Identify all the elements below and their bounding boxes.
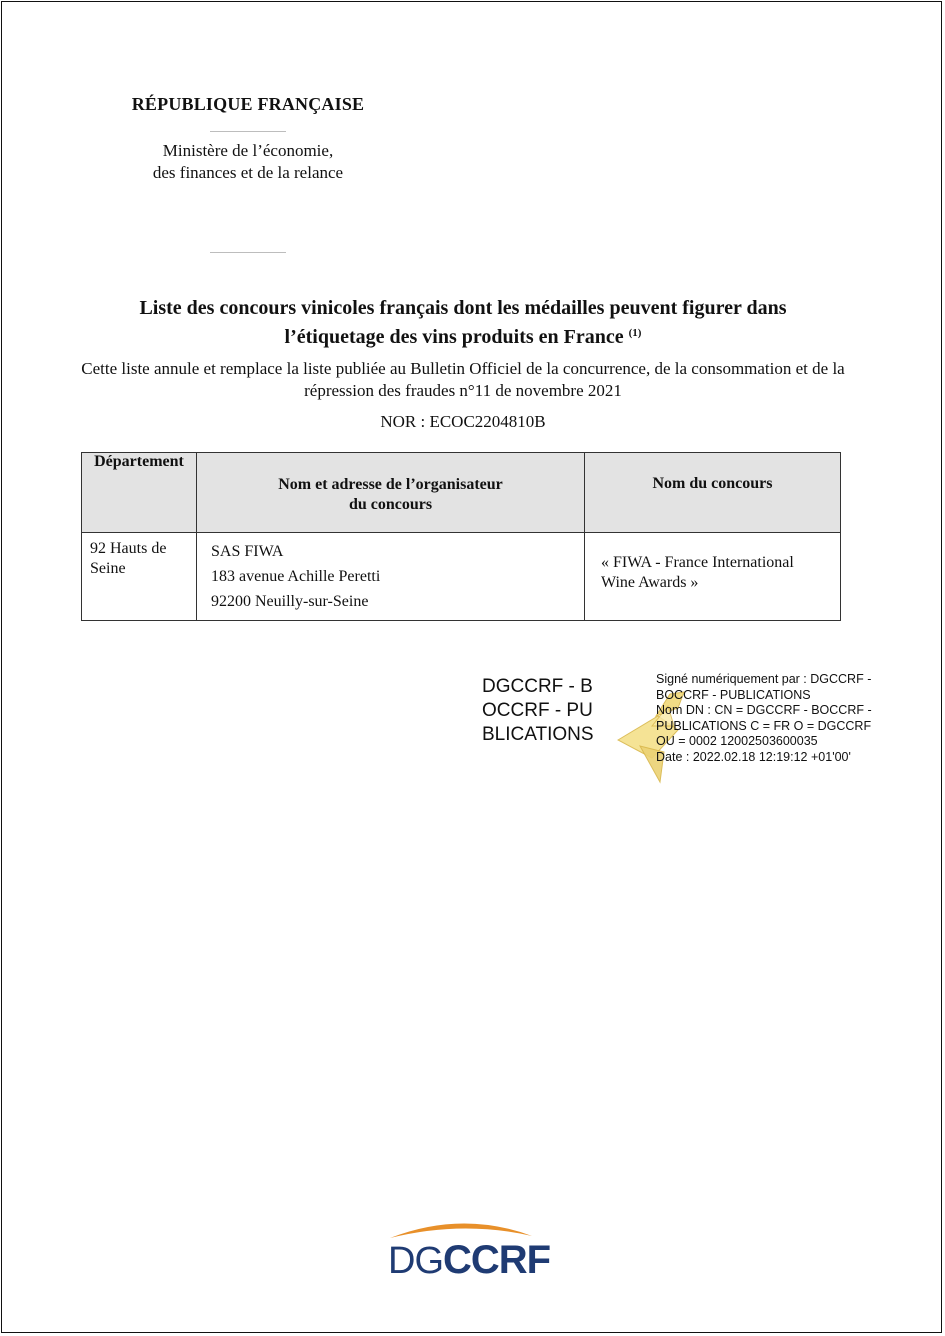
header-organizer-line-2: du concours	[348, 496, 433, 513]
logo-wordmark	[388, 1238, 550, 1283]
signature-line-3: Nom DN : CN = DGCCRF - BOCCRF -	[656, 703, 872, 718]
document-title	[60, 296, 866, 350]
cell-department: 92 Hauts de Seine	[82, 533, 197, 621]
document-title-block	[60, 296, 866, 432]
signature-line-2: BOCCRF - PUBLICATIONS	[656, 687, 811, 702]
logo-text-dg: DG	[388, 1240, 443, 1282]
signature-line-5: OU = 0002 12002503600035	[656, 734, 818, 749]
republic-heading: RÉPUBLIQUE FRANÇAISE	[131, 94, 365, 114]
document-subtitle: Cette liste annule et remplace la liste publiée au Bulletin Officiel de la concurrence, de la consommation et de la répression des fraudes n°11 de novembre 2021	[81, 359, 845, 400]
organizer-name: SAS FIWA	[211, 543, 284, 560]
ministry-line-1: Ministère de l’économie,	[162, 141, 334, 160]
signature-line-1: Signé numériquement par : DGCCRF -	[656, 672, 872, 686]
header-contest: Nom du concours	[585, 453, 841, 533]
signature-line-4: PUBLICATIONS C = FR O = DGCCRF	[656, 718, 872, 733]
header-department: Département	[82, 453, 197, 533]
dgccrf-logo	[386, 1216, 551, 1286]
cell-contest: « FIWA - France International Wine Awards »	[585, 533, 841, 621]
ministry-line-2: des finances et de la relance	[152, 163, 344, 182]
nor-reference: NOR : ECOC2204810B	[380, 412, 546, 431]
footnote-marker: (1)	[628, 327, 642, 339]
header-divider-bottom	[210, 252, 286, 253]
cell-organizer	[197, 533, 585, 621]
header-organizer	[197, 453, 585, 533]
header-divider-top	[210, 131, 286, 132]
table-row	[82, 533, 841, 621]
signature-signer-name: DGCCRF - BOCCRF - PUBLICATIONS	[482, 676, 594, 745]
signature-line-6: Date : 2022.02.18 12:19:12 +01'00'	[656, 749, 851, 764]
title-line-2: l’étiquetage des vins produits en France	[284, 326, 624, 348]
organizer-city: 92200 Neuilly-sur-Seine	[211, 593, 369, 610]
signature-details	[656, 672, 896, 766]
organizer-street: 183 avenue Achille Peretti	[211, 568, 381, 585]
header-organizer-line-1: Nom et adresse de l’organisateur	[278, 476, 503, 493]
logo-text-ccrf: CCRF	[443, 1238, 551, 1282]
contest-table	[81, 452, 841, 621]
ministry-header	[118, 94, 378, 253]
title-line-1: Liste des concours vinicoles français dont les médailles peuvent figurer dans	[139, 297, 787, 319]
table-header-row	[82, 453, 841, 533]
